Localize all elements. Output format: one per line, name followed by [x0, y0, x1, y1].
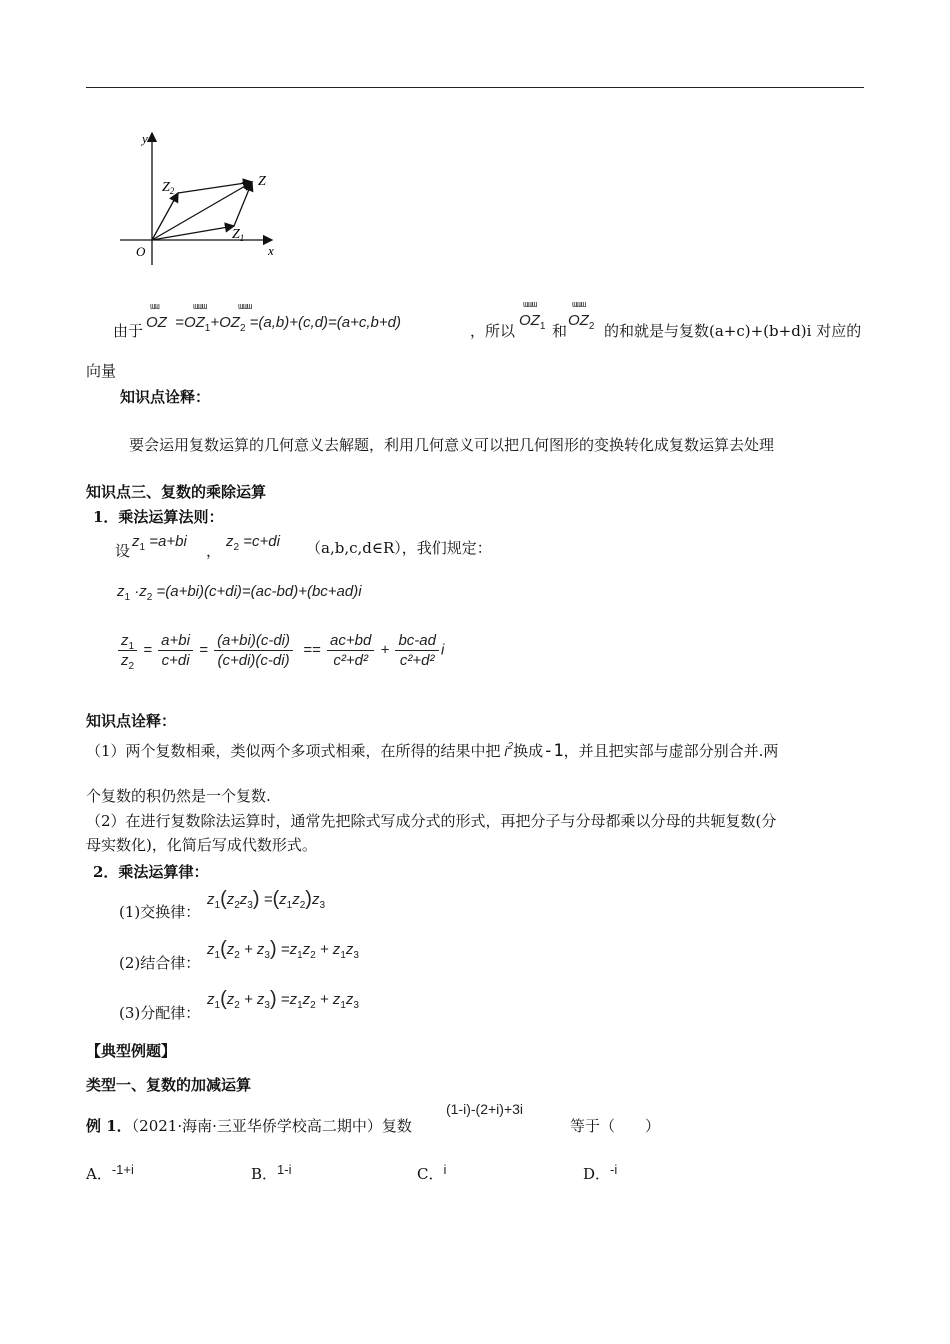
- example-tail: 等于（ ）: [570, 1117, 661, 1135]
- example-expression: (1-i)-(2+i)+3i: [446, 1101, 524, 1117]
- example-label: 例 1．: [86, 1117, 132, 1135]
- vector-addition-figure: [110, 125, 290, 265]
- law2-formula: $z_1(z_2 + z_3) =z_1z_2 + z_1z_3$: [207, 938, 359, 961]
- axis-y-label: y: [142, 131, 148, 146]
- z1-definition: $z_1 =a+bi$: [132, 533, 187, 553]
- section-heading-mul: 知识点三、复数的乘除运算: [86, 483, 267, 501]
- law3-label: (3)分配律：: [119, 1004, 201, 1022]
- z1-label: Z: [232, 227, 240, 242]
- note-body-1: 要会运用复数运算的几何意义去解题，利用几何意义可以把几何图形的变换转化成复数运算去处理: [129, 436, 775, 454]
- examples-heading: 【典型例题】: [86, 1042, 177, 1060]
- note-1-line: （1）两个复数相乘，类似两个多项式相乘，在所得的结果中把 $i^2$换成-1，并且把实部与虚部分别合并.两: [86, 741, 779, 761]
- z-label: Z: [258, 174, 266, 189]
- z2-definition: $z_2 =c+di$: [226, 533, 280, 553]
- vector-arrow-mark: ɯɯɯ: [572, 300, 586, 310]
- note-2-line2: 母实数化)，化简后写成代数形式。: [86, 836, 317, 854]
- rule2-heading: 2．乘法运算律：: [93, 863, 209, 881]
- z2-subscript: 2: [169, 186, 175, 196]
- division-formula: $\frac{z_1}{z_2}$ = $\frac{a+bi}{c+di}$ = $\frac{(a+bi)(c-di)}{(c+di)(c-di)}$ == $\frac{ac+bd}{\text{c²+d²}}$ + $\frac{bc-ad}{\text{c²+d²}}$ i: [116, 632, 444, 669]
- example-source: （2021·海南·三亚华侨学校高二期中）复数: [131, 1117, 412, 1135]
- note-title-1: 知识点诠释：: [120, 388, 211, 406]
- option-a[interactable]: A．-1+i: [86, 1162, 134, 1183]
- option-d[interactable]: D．-i: [583, 1162, 618, 1183]
- eq-lhs: OZ: [146, 314, 167, 331]
- law2-label: (2)结合律：: [119, 954, 201, 972]
- condition-text: （a,b,c,d∈R），我们规定：: [306, 539, 492, 557]
- vector-oz1-inline: $OZ_1$: [519, 312, 546, 332]
- origin-label: O: [136, 244, 146, 259]
- law3-formula: $z_1(z_2 + z_3) =z_1z_2 + z_1z_3$: [207, 988, 359, 1011]
- note-title-2: 知识点诠释：: [86, 712, 177, 730]
- vector-arrow-mark: ɯɯɯ: [193, 302, 207, 312]
- rule1-heading: 1．乘法运算法则：: [93, 508, 224, 526]
- frac-step2: $\frac{(a+bi)(c-di)}{(c+di)(c-di)}$: [214, 632, 293, 669]
- vector-arrow-mark: ɯɯɯ: [523, 300, 537, 310]
- frac-imag: $\frac{bc-ad}{\text{c²+d²}}$: [395, 632, 439, 669]
- note-1-line2: 个复数的积仍然是一个复数.: [86, 787, 271, 805]
- option-c[interactable]: C．i: [417, 1162, 447, 1183]
- vector-arrow-mark: ɯɯ: [150, 302, 159, 312]
- type1-heading: 类型一、复数的加减运算: [86, 1076, 252, 1094]
- note-2-line1: （2）在进行复数除法运算时，通常先把除式写成分式的形式，再把分子与分母都乘以分母的共轭复数(分: [86, 812, 777, 830]
- vector-word: 向量: [86, 362, 117, 380]
- law1-label: (1)交换律：: [119, 903, 201, 921]
- option-b[interactable]: B．1-i: [251, 1162, 292, 1183]
- eq-rest: =(a,b)+(c,d)=(a+c,b+d): [249, 314, 401, 331]
- vector-arrow-mark: ɯɯɯ: [238, 302, 252, 312]
- let-text: 设: [115, 542, 131, 560]
- vector-z2z: [178, 182, 252, 193]
- svg-text:Z1: [232, 227, 244, 243]
- frac-step1: $\frac{a+bi}{c+di}$: [158, 632, 193, 669]
- product-rhs: =(a+bi)(c+di)=(ac-bd)+(bc+ad)i: [156, 583, 362, 600]
- axis-x-label: x: [268, 243, 274, 258]
- example-1-line: [86, 1115, 412, 1136]
- header-rule: [86, 87, 864, 88]
- vector-z1z: [234, 182, 252, 226]
- law1-formula: $z_1(z_2z_3) =(z_1z_2)z_3$: [207, 888, 325, 911]
- comma: ，: [206, 542, 222, 560]
- svg-text:Z2: [162, 180, 175, 196]
- and-text: 和: [552, 322, 568, 340]
- product-formula: $z_1 \cdot z_2 =(a+bi)(c+di)=(ac-bd)+(bc+ad)i$: [117, 583, 362, 603]
- lead-text: 由于: [113, 322, 144, 340]
- z2-label: Z: [162, 180, 170, 195]
- vector-sum-line: [113, 320, 143, 341]
- so-text: ，所以: [470, 322, 516, 340]
- frac-real: $\frac{ac+bd}{\text{c²+d²}}$: [327, 632, 374, 669]
- vector-oz2-inline: $OZ_2$: [568, 312, 595, 332]
- frac-z1-z2: $\frac{z_1}{z_2}$: [118, 632, 137, 669]
- sum-meaning-text: 的和就是与复数(a+c)+(b+d)i 对应的: [604, 322, 862, 340]
- z1-subscript: 1: [239, 233, 245, 243]
- vector-equation: OZ $=OZ_1+OZ_2 =(a,b)+(c,d)=(a+c,b+d)$: [146, 314, 401, 334]
